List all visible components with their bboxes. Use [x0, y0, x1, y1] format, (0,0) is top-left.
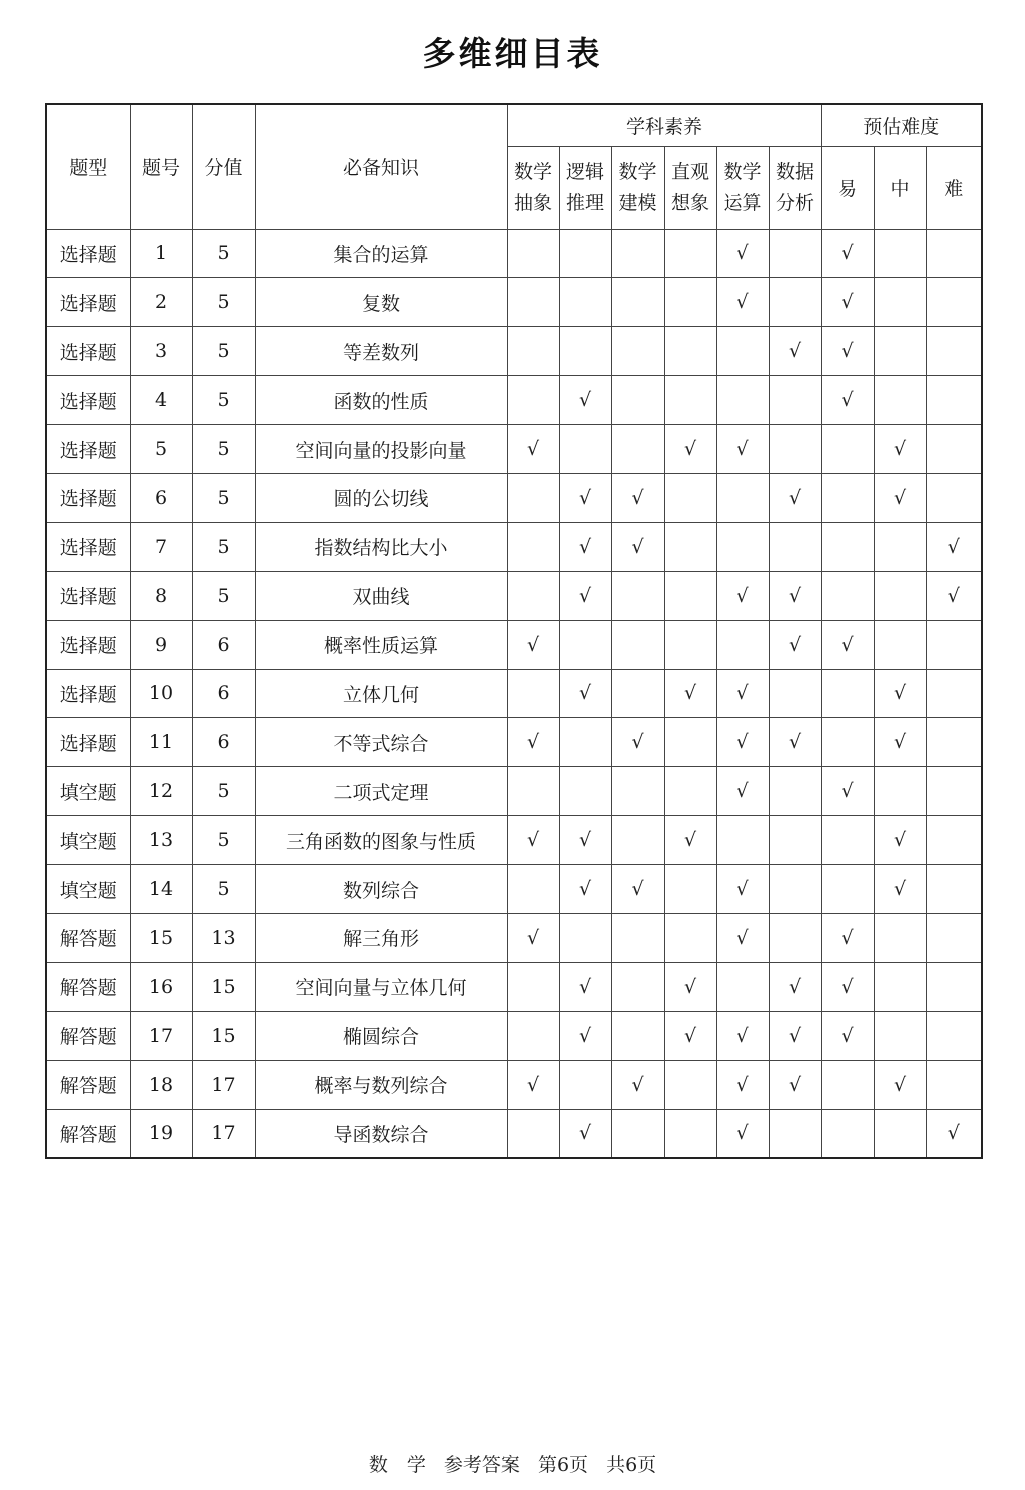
cell-literacy-2	[611, 376, 664, 425]
cell-type: 选择题	[46, 376, 130, 425]
cell-literacy-0: √	[507, 1060, 559, 1109]
cell-literacy-1	[559, 913, 611, 962]
cell-literacy-3: √	[664, 962, 716, 1011]
cell-literacy-0	[507, 376, 559, 425]
header-type: 题型	[46, 104, 130, 229]
cell-difficulty-1: √	[874, 865, 926, 914]
cell-literacy-2	[611, 962, 664, 1011]
cell-score: 5	[192, 571, 255, 620]
cell-literacy-5	[769, 669, 821, 718]
cell-literacy-3	[664, 229, 716, 278]
cell-difficulty-2: √	[926, 1109, 982, 1158]
cell-literacy-2: √	[611, 473, 664, 522]
cell-num: 1	[130, 229, 192, 278]
table-row	[46, 522, 982, 571]
cell-type: 选择题	[46, 620, 130, 669]
header-literacy-3: 直观 想象	[664, 146, 716, 229]
cell-literacy-3	[664, 1109, 716, 1158]
cell-difficulty-0	[821, 571, 874, 620]
cell-literacy-4: √	[716, 278, 769, 327]
cell-literacy-4: √	[716, 669, 769, 718]
cell-num: 18	[130, 1060, 192, 1109]
cell-literacy-1: √	[559, 962, 611, 1011]
cell-difficulty-1	[874, 1109, 926, 1158]
cell-literacy-0	[507, 767, 559, 816]
cell-literacy-3	[664, 767, 716, 816]
cell-num: 4	[130, 376, 192, 425]
table-row	[46, 1109, 982, 1158]
cell-literacy-1	[559, 1060, 611, 1109]
cell-score: 17	[192, 1109, 255, 1158]
cell-literacy-2	[611, 913, 664, 962]
cell-num: 5	[130, 425, 192, 474]
cell-difficulty-0	[821, 669, 874, 718]
cell-difficulty-0: √	[821, 620, 874, 669]
cell-literacy-5	[769, 865, 821, 914]
cell-type: 填空题	[46, 816, 130, 865]
cell-literacy-3	[664, 620, 716, 669]
table-row	[46, 278, 982, 327]
cell-difficulty-1: √	[874, 718, 926, 767]
page-title: 多维细目表	[422, 34, 603, 73]
cell-literacy-0: √	[507, 913, 559, 962]
cell-type: 解答题	[46, 1011, 130, 1060]
cell-score: 5	[192, 425, 255, 474]
cell-literacy-4	[716, 962, 769, 1011]
cell-literacy-4: √	[716, 571, 769, 620]
cell-literacy-0	[507, 865, 559, 914]
cell-type: 解答题	[46, 962, 130, 1011]
cell-difficulty-2	[926, 816, 982, 865]
cell-literacy-5: √	[769, 962, 821, 1011]
cell-type: 选择题	[46, 718, 130, 767]
footer-subject: 数 学	[368, 1454, 426, 1476]
cell-difficulty-2	[926, 425, 982, 474]
cell-literacy-4: √	[716, 229, 769, 278]
cell-literacy-3	[664, 571, 716, 620]
cell-score: 5	[192, 816, 255, 865]
cell-difficulty-0: √	[821, 278, 874, 327]
header-difficulty-group: 预估难度	[821, 104, 982, 146]
cell-difficulty-0	[821, 522, 874, 571]
cell-num: 9	[130, 620, 192, 669]
cell-num: 17	[130, 1011, 192, 1060]
cell-literacy-2: √	[611, 1060, 664, 1109]
cell-literacy-5	[769, 376, 821, 425]
cell-difficulty-1	[874, 229, 926, 278]
cell-type: 选择题	[46, 473, 130, 522]
cell-difficulty-0	[821, 816, 874, 865]
cell-score: 6	[192, 669, 255, 718]
cell-literacy-5	[769, 229, 821, 278]
cell-literacy-4: √	[716, 1109, 769, 1158]
table-row	[46, 962, 982, 1011]
cell-literacy-1	[559, 229, 611, 278]
cell-literacy-2	[611, 1011, 664, 1060]
cell-difficulty-2	[926, 1060, 982, 1109]
cell-literacy-0	[507, 571, 559, 620]
cell-num: 10	[130, 669, 192, 718]
cell-literacy-5: √	[769, 1011, 821, 1060]
table-row	[46, 718, 982, 767]
cell-difficulty-1: √	[874, 816, 926, 865]
table-row	[46, 767, 982, 816]
cell-literacy-3: √	[664, 425, 716, 474]
cell-difficulty-2	[926, 473, 982, 522]
cell-score: 15	[192, 962, 255, 1011]
header-knowledge: 必备知识	[255, 104, 507, 229]
cell-literacy-4: √	[716, 1060, 769, 1109]
cell-literacy-4: √	[716, 718, 769, 767]
cell-knowledge: 复数	[255, 278, 507, 327]
header-literacy-2: 数学 建模	[611, 146, 664, 229]
cell-difficulty-1	[874, 522, 926, 571]
table-row	[46, 913, 982, 962]
cell-literacy-2: √	[611, 865, 664, 914]
cell-literacy-3	[664, 473, 716, 522]
cell-knowledge: 等差数列	[255, 327, 507, 376]
cell-difficulty-0: √	[821, 229, 874, 278]
cell-difficulty-0	[821, 425, 874, 474]
cell-literacy-3	[664, 1060, 716, 1109]
cell-difficulty-0	[821, 718, 874, 767]
cell-num: 19	[130, 1109, 192, 1158]
cell-literacy-3	[664, 522, 716, 571]
cell-knowledge: 导函数综合	[255, 1109, 507, 1158]
cell-type: 填空题	[46, 767, 130, 816]
table-row	[46, 620, 982, 669]
cell-difficulty-2	[926, 767, 982, 816]
cell-num: 15	[130, 913, 192, 962]
cell-literacy-5: √	[769, 1060, 821, 1109]
cell-score: 5	[192, 473, 255, 522]
cell-literacy-3	[664, 327, 716, 376]
cell-literacy-5	[769, 816, 821, 865]
cell-literacy-3	[664, 376, 716, 425]
header-difficulty-2: 难	[926, 146, 982, 229]
cell-knowledge: 概率与数列综合	[255, 1060, 507, 1109]
cell-literacy-5: √	[769, 571, 821, 620]
cell-literacy-4: √	[716, 767, 769, 816]
footer-total: 共6页	[606, 1454, 657, 1476]
cell-difficulty-0	[821, 1060, 874, 1109]
header-literacy-5: 数据 分析	[769, 146, 821, 229]
cell-num: 12	[130, 767, 192, 816]
header-number: 题号	[130, 104, 192, 229]
cell-literacy-3	[664, 718, 716, 767]
cell-difficulty-0: √	[821, 962, 874, 1011]
cell-difficulty-0: √	[821, 1011, 874, 1060]
cell-literacy-1: √	[559, 816, 611, 865]
cell-literacy-4	[716, 327, 769, 376]
cell-literacy-2	[611, 229, 664, 278]
cell-num: 2	[130, 278, 192, 327]
cell-knowledge: 解三角形	[255, 913, 507, 962]
cell-literacy-2: √	[611, 718, 664, 767]
cell-literacy-2	[611, 425, 664, 474]
cell-type: 选择题	[46, 669, 130, 718]
cell-literacy-0	[507, 962, 559, 1011]
table-row	[46, 1011, 982, 1060]
cell-difficulty-2	[926, 718, 982, 767]
cell-difficulty-2: √	[926, 522, 982, 571]
cell-knowledge: 数列综合	[255, 865, 507, 914]
cell-score: 5	[192, 376, 255, 425]
cell-literacy-4: √	[716, 865, 769, 914]
cell-difficulty-2	[926, 1011, 982, 1060]
footer-page: 第6页	[537, 1454, 589, 1476]
cell-score: 5	[192, 278, 255, 327]
cell-literacy-0	[507, 1011, 559, 1060]
cell-score: 6	[192, 620, 255, 669]
cell-literacy-0: √	[507, 718, 559, 767]
cell-score: 5	[192, 327, 255, 376]
cell-knowledge: 空间向量的投影向量	[255, 425, 507, 474]
cell-literacy-3: √	[664, 1011, 716, 1060]
cell-literacy-1: √	[559, 571, 611, 620]
cell-difficulty-1: √	[874, 425, 926, 474]
cell-literacy-2: √	[611, 522, 664, 571]
cell-literacy-2	[611, 1109, 664, 1158]
cell-literacy-1: √	[559, 376, 611, 425]
cell-literacy-3	[664, 278, 716, 327]
cell-difficulty-1: √	[874, 1060, 926, 1109]
cell-literacy-5	[769, 522, 821, 571]
cell-difficulty-2	[926, 278, 982, 327]
page-footer	[0, 1450, 1025, 1477]
cell-difficulty-1	[874, 962, 926, 1011]
cell-difficulty-1	[874, 620, 926, 669]
cell-literacy-5	[769, 767, 821, 816]
cell-num: 14	[130, 865, 192, 914]
cell-literacy-4: √	[716, 1011, 769, 1060]
header-literacy-group: 学科素养	[507, 104, 821, 146]
cell-literacy-5	[769, 425, 821, 474]
cell-score: 5	[192, 522, 255, 571]
cell-type: 解答题	[46, 1109, 130, 1158]
cell-literacy-1: √	[559, 1011, 611, 1060]
cell-literacy-1: √	[559, 473, 611, 522]
cell-literacy-4	[716, 376, 769, 425]
cell-literacy-2	[611, 767, 664, 816]
cell-difficulty-0	[821, 1109, 874, 1158]
cell-literacy-1	[559, 278, 611, 327]
cell-score: 5	[192, 865, 255, 914]
cell-knowledge: 空间向量与立体几何	[255, 962, 507, 1011]
cell-literacy-1	[559, 620, 611, 669]
cell-score: 13	[192, 913, 255, 962]
cell-difficulty-1	[874, 278, 926, 327]
cell-num: 7	[130, 522, 192, 571]
cell-literacy-4: √	[716, 913, 769, 962]
footer-doc: 参考答案	[443, 1454, 520, 1476]
cell-literacy-4	[716, 620, 769, 669]
cell-num: 16	[130, 962, 192, 1011]
cell-knowledge: 函数的性质	[255, 376, 507, 425]
table-row	[46, 1060, 982, 1109]
cell-difficulty-2	[926, 913, 982, 962]
cell-literacy-1	[559, 718, 611, 767]
table-row	[46, 327, 982, 376]
cell-difficulty-2	[926, 865, 982, 914]
cell-literacy-0	[507, 229, 559, 278]
cell-literacy-0: √	[507, 425, 559, 474]
cell-num: 11	[130, 718, 192, 767]
header-difficulty-0: 易	[821, 146, 874, 229]
header-difficulty-1: 中	[874, 146, 926, 229]
cell-knowledge: 椭圆综合	[255, 1011, 507, 1060]
cell-knowledge: 圆的公切线	[255, 473, 507, 522]
cell-score: 17	[192, 1060, 255, 1109]
cell-difficulty-2	[926, 327, 982, 376]
cell-literacy-5: √	[769, 718, 821, 767]
cell-score: 5	[192, 229, 255, 278]
cell-literacy-5: √	[769, 473, 821, 522]
cell-score: 5	[192, 767, 255, 816]
cell-literacy-2	[611, 278, 664, 327]
cell-literacy-0	[507, 1109, 559, 1158]
cell-literacy-0	[507, 669, 559, 718]
cell-type: 选择题	[46, 425, 130, 474]
cell-difficulty-2	[926, 620, 982, 669]
header-literacy-0: 数学 抽象	[507, 146, 559, 229]
cell-difficulty-1	[874, 571, 926, 620]
cell-type: 选择题	[46, 327, 130, 376]
table-row	[46, 425, 982, 474]
cell-num: 3	[130, 327, 192, 376]
cell-literacy-1	[559, 425, 611, 474]
cell-difficulty-0: √	[821, 913, 874, 962]
cell-difficulty-1	[874, 767, 926, 816]
cell-difficulty-2	[926, 962, 982, 1011]
cell-literacy-2	[611, 669, 664, 718]
cell-difficulty-0: √	[821, 327, 874, 376]
cell-difficulty-2: √	[926, 571, 982, 620]
cell-score: 15	[192, 1011, 255, 1060]
table-row	[46, 376, 982, 425]
cell-literacy-5	[769, 278, 821, 327]
cell-type: 选择题	[46, 229, 130, 278]
cell-literacy-5	[769, 913, 821, 962]
cell-literacy-1: √	[559, 522, 611, 571]
cell-num: 6	[130, 473, 192, 522]
cell-knowledge: 概率性质运算	[255, 620, 507, 669]
cell-score: 6	[192, 718, 255, 767]
cell-literacy-4	[716, 816, 769, 865]
cell-difficulty-1: √	[874, 473, 926, 522]
cell-literacy-1: √	[559, 669, 611, 718]
table-row	[46, 816, 982, 865]
cell-difficulty-2	[926, 669, 982, 718]
cell-knowledge: 双曲线	[255, 571, 507, 620]
cell-literacy-2	[611, 327, 664, 376]
cell-literacy-4	[716, 522, 769, 571]
cell-knowledge: 立体几何	[255, 669, 507, 718]
cell-num: 8	[130, 571, 192, 620]
cell-type: 解答题	[46, 913, 130, 962]
table-row	[46, 571, 982, 620]
cell-literacy-1: √	[559, 865, 611, 914]
cell-type: 解答题	[46, 1060, 130, 1109]
cell-knowledge: 三角函数的图象与性质	[255, 816, 507, 865]
cell-knowledge: 指数结构比大小	[255, 522, 507, 571]
cell-literacy-1	[559, 767, 611, 816]
cell-literacy-5: √	[769, 620, 821, 669]
cell-literacy-0	[507, 327, 559, 376]
cell-difficulty-0: √	[821, 767, 874, 816]
cell-literacy-5: √	[769, 327, 821, 376]
cell-difficulty-1	[874, 1011, 926, 1060]
header-literacy-1: 逻辑 推理	[559, 146, 611, 229]
cell-knowledge: 二项式定理	[255, 767, 507, 816]
cell-literacy-1: √	[559, 1109, 611, 1158]
cell-num: 13	[130, 816, 192, 865]
cell-literacy-2	[611, 620, 664, 669]
cell-difficulty-0: √	[821, 376, 874, 425]
cell-literacy-0: √	[507, 620, 559, 669]
cell-type: 选择题	[46, 571, 130, 620]
specification-table	[45, 103, 983, 1159]
cell-literacy-3	[664, 865, 716, 914]
cell-difficulty-2	[926, 376, 982, 425]
header-literacy-4: 数学 运算	[716, 146, 769, 229]
cell-difficulty-1	[874, 376, 926, 425]
table-row	[46, 473, 982, 522]
cell-difficulty-0	[821, 865, 874, 914]
cell-literacy-0: √	[507, 816, 559, 865]
cell-type: 填空题	[46, 865, 130, 914]
cell-literacy-2	[611, 571, 664, 620]
cell-literacy-5	[769, 1109, 821, 1158]
cell-literacy-4: √	[716, 425, 769, 474]
cell-type: 选择题	[46, 522, 130, 571]
cell-literacy-3: √	[664, 669, 716, 718]
cell-difficulty-0	[821, 473, 874, 522]
cell-difficulty-2	[926, 229, 982, 278]
cell-literacy-3	[664, 913, 716, 962]
cell-literacy-4	[716, 473, 769, 522]
cell-difficulty-1: √	[874, 669, 926, 718]
cell-difficulty-1	[874, 327, 926, 376]
cell-literacy-2	[611, 816, 664, 865]
cell-literacy-0	[507, 522, 559, 571]
cell-knowledge: 不等式综合	[255, 718, 507, 767]
cell-knowledge: 集合的运算	[255, 229, 507, 278]
cell-difficulty-1	[874, 913, 926, 962]
cell-literacy-0	[507, 473, 559, 522]
table-row	[46, 865, 982, 914]
header-score: 分值	[192, 104, 255, 229]
cell-literacy-0	[507, 278, 559, 327]
cell-literacy-3: √	[664, 816, 716, 865]
cell-type: 选择题	[46, 278, 130, 327]
table-row	[46, 669, 982, 718]
table-row	[46, 229, 982, 278]
cell-literacy-1	[559, 327, 611, 376]
